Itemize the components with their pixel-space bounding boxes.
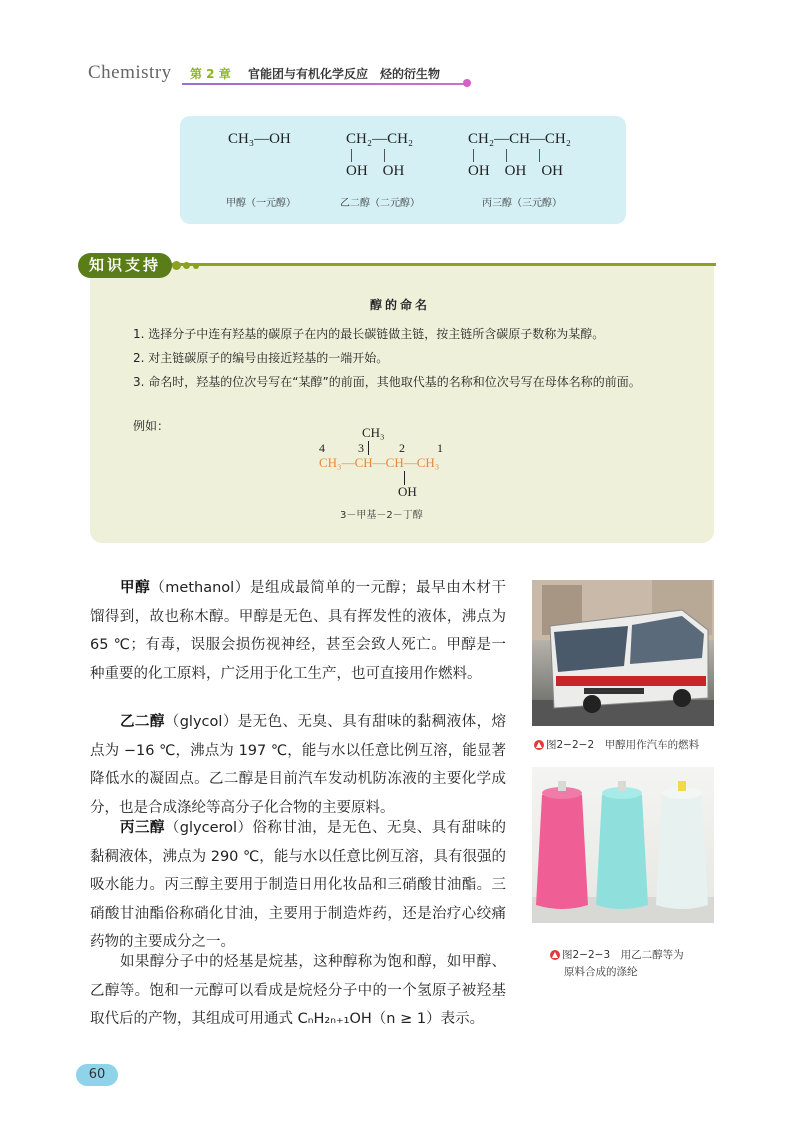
carbon-number-2: 2 bbox=[399, 441, 405, 455]
knowledge-heading: 醇的命名 bbox=[370, 298, 431, 312]
bus-photo bbox=[532, 580, 714, 726]
naming-rule-1: 1. 选择分子中连有羟基的碳原子在内的最长碳链做主链，按主链所含碳原子数称为某醇。 bbox=[133, 327, 605, 341]
spools-illustration bbox=[532, 767, 714, 923]
page-number: 60 bbox=[76, 1064, 118, 1086]
paragraph-methanol: 甲醇（methanol）是组成最简单的一元醇；最早由木材干馏得到，故也称木醇。甲醇是无色、具有挥发性的液体，沸点为 65 ℃；有毒，误服会损伤视神经，甚至会致人死亡。甲醇是一种重要的化工原料，广泛用于化工生产，也可直接用作燃料。 bbox=[90, 580, 506, 682]
term-glycol: 乙二醇 bbox=[120, 714, 165, 730]
term-glycerol: 丙三醇 bbox=[120, 820, 165, 836]
knowledge-badge: 知识支持 bbox=[78, 253, 172, 278]
term-methanol: 甲醇 bbox=[120, 580, 151, 596]
carbon-number-4: 4 bbox=[319, 441, 325, 455]
glycol-label: 乙二醇（二元醇） bbox=[340, 198, 420, 209]
example-name: 3－甲基－2－丁醇 bbox=[340, 510, 423, 521]
badge-dot-icon bbox=[183, 262, 190, 269]
figure-marker-icon: ▲ bbox=[535, 740, 543, 749]
glycerol-bonds: | | | bbox=[472, 147, 542, 163]
naming-rule-3: 3. 命名时，羟基的位次号写在“某醇”的前面，其他取代基的名称和位次号写在母体名称的前面。 bbox=[133, 375, 641, 389]
example-hydroxyl: OH bbox=[398, 484, 417, 499]
badge-dot-icon bbox=[172, 261, 181, 270]
figure-caption-thread: ▲ 图2−2−3 用乙二醇等为 bbox=[551, 949, 684, 961]
carbon-number-1: 1 bbox=[437, 441, 443, 455]
naming-rule-2: 2. 对主链碳原子的编号由接近羟基的一端开始。 bbox=[133, 351, 389, 365]
glycerol-formula-bottom: OH OH OH bbox=[468, 163, 563, 179]
figure-marker-icon: ▲ bbox=[551, 950, 559, 959]
glycol-bonds: | | bbox=[350, 147, 387, 163]
badge-dot-icon bbox=[193, 263, 199, 269]
example-label: 例如： bbox=[133, 419, 170, 433]
methanol-label: 甲醇（一元醇） bbox=[226, 198, 296, 209]
glycerol-label: 丙三醇（三元醇） bbox=[482, 198, 562, 209]
example-main-chain: CH₃—CH—CH—CH₃ bbox=[319, 455, 440, 470]
figure-caption-bus: ▲ 图2−2−2 甲醇用作汽车的燃料 bbox=[535, 739, 700, 751]
figure-caption-thread-line2: 原料合成的涤纶 bbox=[564, 966, 638, 978]
header-title: 官能团与有机化学反应 烃的衍生物 bbox=[248, 67, 441, 81]
paragraph-glycerol: 丙三醇（glycerol）俗称甘油，是无色、无臭、具有甜味的黏稠液体，沸点为 290 ℃，能与水以任意比例互溶，具有很强的吸水能力。丙三醇主要用于制造日用化妆品和三硝酸甘油酯。三硝酸甘油酯俗称硝化甘油，主要用于制造炸药，还是治疗心绞痛药物的主要成分之一。 bbox=[90, 820, 507, 950]
carbon-number-3: 3 bbox=[358, 441, 364, 455]
glycol-formula-bottom: OH OH bbox=[346, 163, 405, 179]
methanol-formula: CH₃—OH bbox=[228, 131, 291, 147]
bus-illustration bbox=[532, 580, 714, 726]
example-methyl-group: CH₃ bbox=[362, 425, 385, 440]
bond-up bbox=[368, 441, 369, 455]
header-chapter: 第 2 章 bbox=[190, 67, 231, 81]
paragraph-saturated-alcohol: 如果醇分子中的烃基是烷基，这种醇称为饱和醇，如甲醇、乙醇等。饱和一元醇可以看成是烷烃分子中的一个氢原子被羟基取代后的产物，其组成可用通式 CₙH₂ₙ₊₁OH（n ≥ 1）表示。 bbox=[90, 954, 506, 1027]
paragraph-glycol: 乙二醇（glycol）是无色、无臭、具有甜味的黏稠液体，熔点为 −16 ℃，沸点为 197 ℃，能与水以任意比例互溶，能显著降低水的凝固点。乙二醇是目前汽车发动机防冻液的主要化学成分，也是合成涤纶等高分子化合物的主要原料。 bbox=[90, 714, 506, 816]
bond-down bbox=[404, 471, 405, 485]
header-brand: Chemistry bbox=[88, 62, 172, 83]
thread-spools-photo bbox=[532, 767, 714, 923]
header-divider bbox=[182, 83, 467, 85]
glycerol-formula-top: CH₂—CH—CH₂ bbox=[468, 131, 571, 147]
knowledge-divider bbox=[170, 263, 716, 266]
glycol-formula-top: CH₂—CH₂ bbox=[346, 131, 414, 147]
header-dot bbox=[463, 79, 471, 87]
